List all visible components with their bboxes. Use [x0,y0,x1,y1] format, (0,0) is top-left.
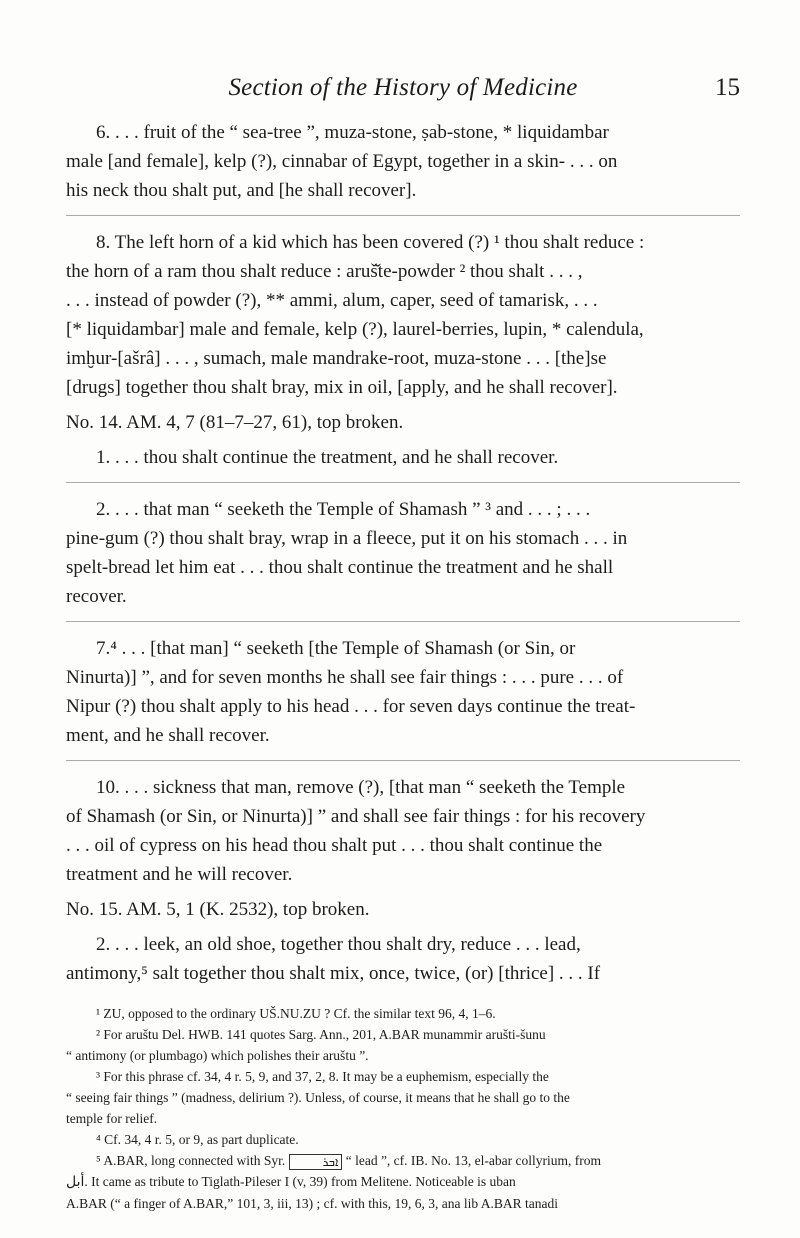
text-line: male [and female], kelp (?), cinnabar of Egypt, together in a skin- . . . on [66,151,618,172]
paragraph-7 [66,634,740,750]
text-line: . . . oil of cypress on his head thou shalt put . . . thou shalt continue the [66,835,603,856]
text-line: his neck thou shalt put, and [he shall recover]. [66,180,417,201]
text-line: of Shamash (or Sin, or Ninurta)] ” and shall see fair things : for his recovery [66,806,646,827]
text-line: [drugs] together thou shalt bray, mix in oil, [apply, and he shall recover]. [66,377,618,398]
paragraph-8 [66,228,740,402]
text-line: 10. . . . sickness that man, remove (?), [that man “ seeketh the Temple [96,777,626,798]
text-line: 2. . . . leek, an old shoe, together thou shalt dry, reduce . . . lead, [96,934,581,955]
paragraph-6 [66,118,740,205]
footnote: “ antimony (or plumbago) which polishes their aruštu ”. [66,1048,369,1063]
text-line: 2. . . . that man “ seeketh the Temple of Shamash ” ³ and . . . ; . . . [96,499,591,520]
text-line: Ninurta)] ”, and for seven months he shall see fair things : . . . pure . . . of [66,667,624,688]
divider [66,621,740,622]
footnote-text: “ lead ”, cf. IB. No. 13, el-abar collyrium, from [345,1153,601,1168]
paragraph-2b [66,930,740,988]
arabic-glyph-icon: أبل [66,1174,85,1190]
text-line: Nipur (?) thou shalt apply to his head . . . for seven days continue the treat- [66,696,636,717]
footnote: ¹ ZU, opposed to the ordinary UŠ.NU.ZU ? Cf. the similar text 96, 4, 1–6. [96,1006,496,1021]
footnote [66,1171,740,1193]
footnote: temple for relief. [66,1111,158,1126]
footnote [66,1150,740,1171]
footnote: ⁴ Cf. 34, 4 r. 5, or 9, as part duplicate. [96,1132,299,1147]
page-header [66,74,740,118]
footnote: A.BAR (“ a finger of A.BAR,” 101, 3, iii, 13) ; cf. with this, 19, 6, 3, ana lib A.BAR tanadi [66,1196,558,1211]
text-line: treatment and he will recover. [66,864,293,885]
paragraph-2 [66,495,740,611]
text-line: antimony,⁵ salt together thou shalt mix, once, twice, (or) [thrice] . . . If [66,963,601,984]
text-line: ment, and he shall recover. [66,725,270,746]
footnote: “ seeing fair things ” (madness, delirium ?). Unless, of course, it means that he shall go to the [66,1090,570,1105]
footnote-text: ⁵ A.BAR, long connected with Syr. [96,1153,286,1168]
footnote: ³ For this phrase cf. 34, 4 r. 5, 9, and 37, 2, 8. It may be a euphemism, especially the [96,1069,549,1084]
divider [66,215,740,216]
text-line: [* liquidambar] male and female, kelp (?), laurel-berries, lupin, * calendula, [66,319,644,340]
footnotes [66,1003,740,1214]
text-line: imḫur-[ašrâ] . . . , sumach, male mandrake-root, muza-stone . . . [the]se [66,348,607,369]
syriac-glyph-icon: ܐܒܪ [289,1154,343,1170]
divider [66,760,740,761]
running-title: Section of the History of Medicine [228,74,578,101]
text-line: pine-gum (?) thou shalt bray, wrap in a fleece, put it on his stomach . . . in [66,528,628,549]
text-line: spelt-bread let him eat . . . thou shalt continue the treatment and he shall [66,557,614,578]
divider [66,482,740,483]
text-line: 6. . . . fruit of the “ sea-tree ”, muza-stone, ṣab-stone, * liquidambar [96,122,609,143]
text-line: 1. . . . thou shalt continue the treatment, and he shall recover. [96,447,559,468]
footnote-text: . It came as tribute to Tiglath-Pileser I (v, 39) from Melitene. Noticeable is uban [84,1174,516,1189]
text-line: . . . instead of powder (?), ** ammi, alum, caper, seed of tamarisk, . . . [66,290,598,311]
paragraph-10 [66,773,740,889]
text-line: 7.⁴ . . . [that man] “ seeketh [the Temple of Shamash (or Sin, or [96,638,576,659]
text-line: recover. [66,586,127,607]
page-body [66,74,740,988]
text-line: 8. The left horn of a kid which has been covered (?) ¹ thou shalt reduce : [96,232,645,253]
text-heading-no14: No. 14. AM. 4, 7 (81–7–27, 61), top broken. [66,412,404,433]
page-number: 15 [715,74,740,101]
footnote: ² For aruštu Del. HWB. 141 quotes Sarg. Ann., 201, A.BAR munammir arušti-šunu [96,1027,546,1042]
text-line: the horn of a ram thou shalt reduce : aruš̌te-powder ² thou shalt . . . , [66,261,583,282]
text-heading-no15: No. 15. AM. 5, 1 (K. 2532), top broken. [66,899,370,920]
